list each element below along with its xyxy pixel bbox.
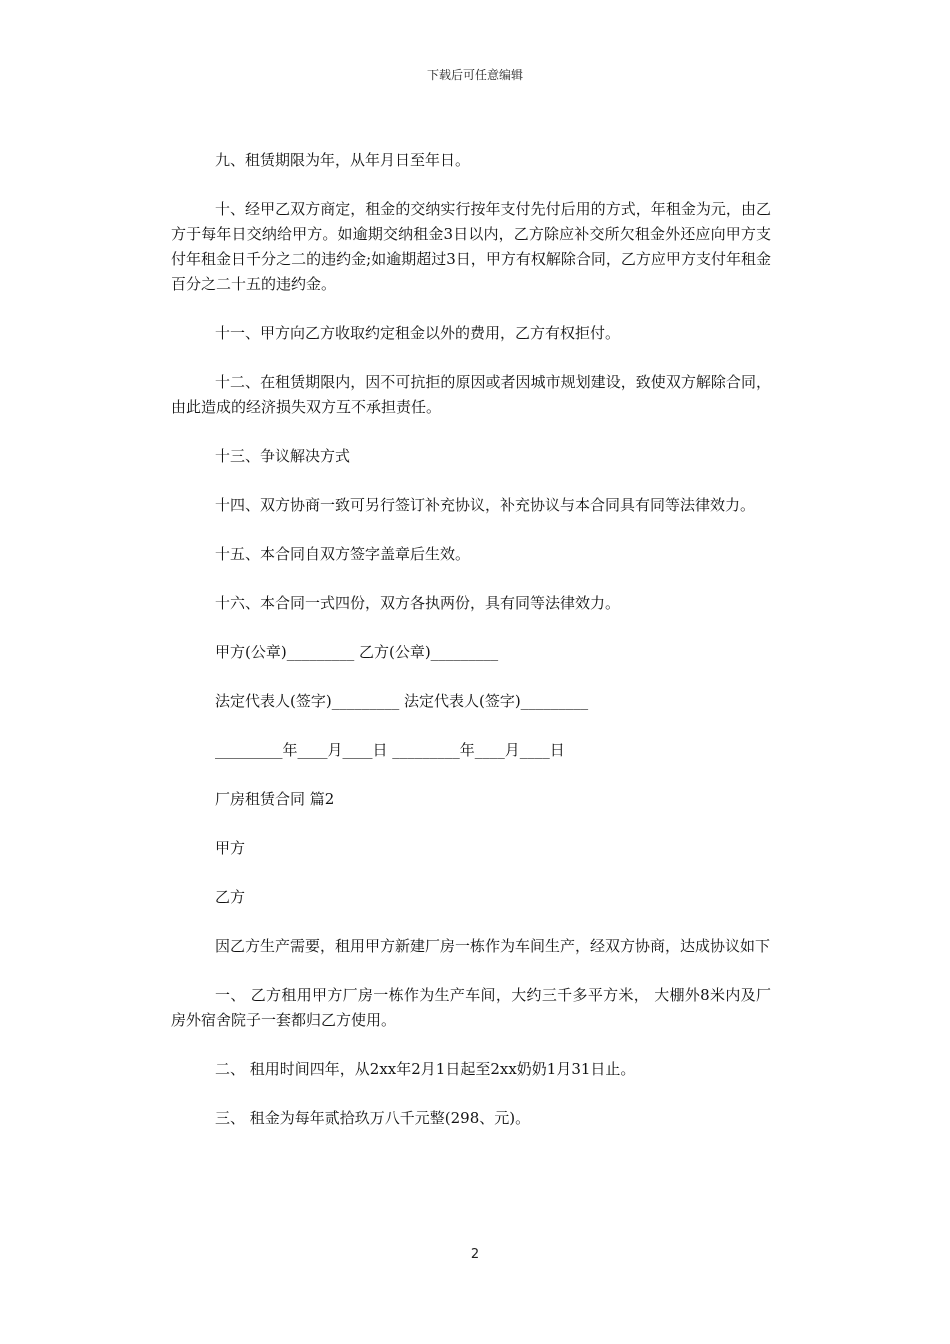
party-a-label: 甲方 bbox=[215, 839, 246, 857]
clause-15: 十五、本合同自双方签字盖章后生效。 bbox=[215, 545, 471, 563]
signature-date-line: _________年____月____日 _________年____月____日 bbox=[215, 741, 565, 759]
contract-2-title: 厂房租赁合同 篇2 bbox=[215, 790, 335, 808]
contract-2-clause-1: 一、 乙方租用甲方厂房一栋作为生产车间，大约三千多平方米， 大棚外8米内及厂房外宿舍院子一套都归乙方使用。 bbox=[171, 986, 771, 1029]
clause-10: 十、经甲乙双方商定，租金的交纳实行按年支付先付后用的方式，年租金为元，由乙方于每年日交纳给甲方。如逾期交纳租金3日以内，乙方除应补交所欠租金外还应向甲方支付年租金日千分之二的违约金;如逾期超过3日，甲方有权解除合同，乙方应甲方支付年租金百分之二十五的违约金。 bbox=[171, 200, 771, 293]
contract-2-preamble: 因乙方生产需要，租用甲方新建厂房一栋作为车间生产，经双方协商，达成协议如下 bbox=[215, 937, 771, 955]
clause-9: 九、租赁期限为年，从年月日至年日。 bbox=[215, 151, 471, 169]
clause-16: 十六、本合同一式四份，双方各执两份，具有同等法律效力。 bbox=[215, 594, 621, 612]
page-header: 下载后可任意编辑 bbox=[426, 68, 523, 82]
clause-13: 十三、争议解决方式 bbox=[215, 447, 351, 465]
contract-2-clause-2: 二、 租用时间四年，从2xx年2月1日起至2xx奶奶1月31日止。 bbox=[215, 1060, 636, 1078]
signature-representative-line: 法定代表人(签字)_________ 法定代表人(签字)_________ bbox=[215, 692, 589, 710]
page-number: 2 bbox=[470, 1247, 480, 1262]
signature-seal-line: 甲方(公章)_________ 乙方(公章)_________ bbox=[215, 643, 499, 661]
clause-14: 十四、双方协商一致可另行签订补充协议，补充协议与本合同具有同等法律效力。 bbox=[215, 496, 756, 514]
contract-2-clause-3: 三、 租金为每年贰拾玖万八千元整(298、元)。 bbox=[215, 1109, 531, 1127]
party-b-label: 乙方 bbox=[215, 888, 246, 906]
document-body bbox=[171, 148, 771, 1155]
clause-12: 十二、在租赁期限内，因不可抗拒的原因或者因城市规划建设，致使双方解除合同，由此造成的经济损失双方互不承担责任。 bbox=[171, 373, 771, 416]
clause-11: 十一、甲方向乙方收取约定租金以外的费用，乙方有权拒付。 bbox=[215, 324, 621, 342]
